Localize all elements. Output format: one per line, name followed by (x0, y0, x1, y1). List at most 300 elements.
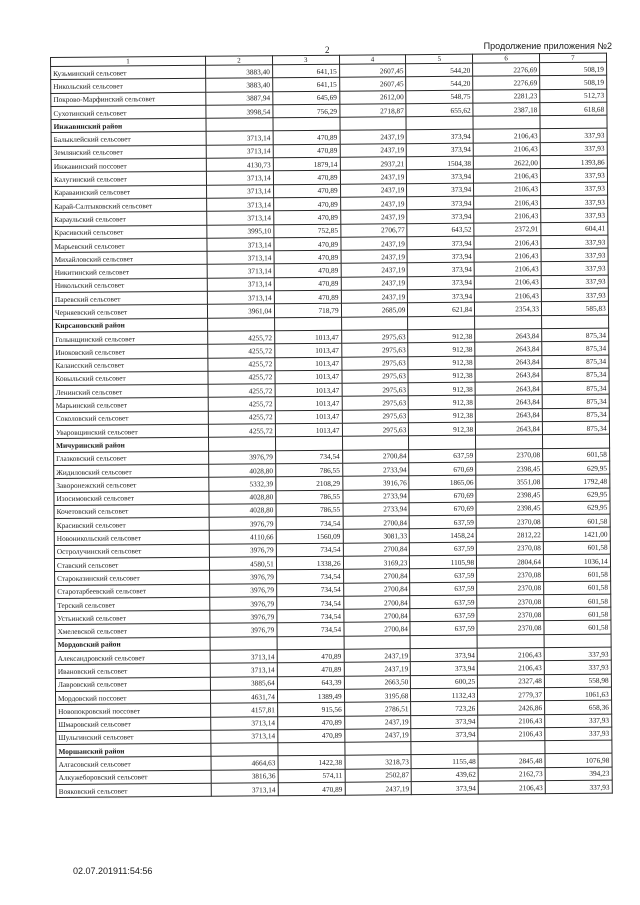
value-cell: 2437,19 (340, 210, 407, 224)
settlement-name: Глазковский сельсовет (54, 451, 209, 466)
value-cell: 3195,68 (344, 689, 411, 703)
value-cell (206, 118, 273, 132)
value-cell (542, 434, 609, 448)
value-cell: 2106,43 (474, 196, 541, 210)
value-cell: 337,93 (545, 780, 612, 794)
value-cell: 734,54 (276, 516, 343, 530)
settlement-name: Кочетовский сельсовет (54, 504, 209, 519)
value-cell: 1061,63 (544, 687, 611, 701)
value-cell: 1393,86 (540, 155, 607, 169)
value-cell: 2370,08 (477, 621, 544, 635)
value-cell: 912,38 (408, 356, 475, 370)
value-cell: 1879,14 (273, 157, 340, 171)
value-cell: 470,89 (278, 782, 345, 796)
value-cell (344, 742, 411, 756)
value-cell: 637,59 (410, 568, 477, 582)
value-cell: 2281,23 (473, 89, 540, 103)
value-cell: 470,89 (278, 729, 345, 743)
value-cell (273, 117, 340, 131)
value-cell: 637,59 (410, 595, 477, 609)
value-cell: 4157,81 (211, 703, 278, 717)
settlement-name: Марьевский сельсовет (52, 238, 207, 253)
value-cell (411, 741, 478, 755)
value-cell: 756,29 (273, 104, 340, 118)
value-cell: 2607,45 (339, 64, 406, 78)
value-cell: 1421,00 (543, 528, 610, 542)
value-cell: 2437,19 (340, 183, 407, 197)
value-cell: 470,89 (274, 290, 341, 304)
value-cell: 512,73 (540, 89, 607, 103)
value-cell: 2643,84 (475, 395, 542, 409)
value-cell: 734,54 (276, 543, 343, 557)
settlement-name: Никольский сельсовет (52, 278, 207, 293)
value-cell: 1504,38 (407, 156, 474, 170)
value-cell: 2706,77 (340, 223, 407, 237)
value-cell: 4664,63 (211, 756, 278, 770)
value-cell: 3713,14 (211, 730, 278, 744)
value-cell: 875,34 (542, 341, 609, 355)
value-cell: 470,89 (274, 264, 341, 278)
settlement-name: Мордовский поссовет (55, 690, 210, 705)
value-cell: 2370,08 (476, 515, 543, 529)
settlement-name: Инжавинский поссовет (51, 158, 206, 173)
value-cell: 337,93 (541, 248, 608, 262)
value-cell: 1422,38 (278, 756, 345, 770)
value-cell: 470,89 (273, 184, 340, 198)
value-cell: 3976,79 (210, 583, 277, 597)
column-header: 2 (205, 56, 272, 66)
value-cell: 3713,14 (207, 277, 274, 291)
value-cell: 629,95 (543, 501, 610, 515)
value-cell: 2437,19 (344, 662, 411, 676)
settlement-name: Лавровский сельсовет (55, 677, 210, 692)
value-cell: 2733,94 (343, 502, 410, 516)
settlement-name: Ленинский сельсовет (53, 384, 208, 399)
value-cell: 3976,79 (210, 597, 277, 611)
value-cell: 875,34 (542, 381, 609, 395)
value-cell: 2106,43 (473, 142, 540, 156)
value-cell: 3885,64 (210, 676, 277, 690)
column-header: 3 (272, 55, 339, 65)
value-cell: 2937,21 (340, 157, 407, 171)
settlement-name: Староказинский сельсовет (55, 571, 210, 586)
value-cell: 1458,24 (410, 529, 477, 543)
value-cell: 601,58 (544, 581, 611, 595)
settlement-name: Сухотинский сельсовет (51, 105, 206, 120)
column-header: 7 (539, 53, 606, 63)
value-cell: 2437,19 (344, 729, 411, 743)
value-cell: 734,54 (276, 583, 343, 597)
value-cell: 1155,48 (411, 755, 478, 769)
value-cell (340, 117, 407, 131)
value-cell (476, 435, 543, 449)
value-cell: 337,93 (545, 714, 612, 728)
settlement-name: Ковыльский сельсовет (53, 371, 208, 386)
value-cell (542, 315, 609, 329)
value-cell: 1560,09 (276, 530, 343, 544)
value-cell: 2643,84 (475, 329, 542, 343)
value-cell: 2437,19 (340, 130, 407, 144)
value-cell: 3976,79 (210, 610, 277, 624)
value-cell: 2975,63 (342, 383, 409, 397)
value-cell: 3713,14 (207, 291, 274, 305)
settlement-name: Александровский сельсовет (55, 650, 210, 665)
value-cell: 1013,47 (275, 423, 342, 437)
value-cell: 3713,14 (206, 171, 273, 185)
value-cell: 2612,00 (339, 90, 406, 104)
settlement-name: Кузьминский сельсовет (51, 65, 206, 80)
value-cell: 2685,09 (341, 303, 408, 317)
value-cell: 394,23 (545, 767, 612, 781)
value-cell: 1338,26 (276, 556, 343, 570)
district-name: Мордовский район (55, 637, 210, 652)
value-cell: 2502,87 (345, 768, 412, 782)
value-cell: 470,89 (273, 144, 340, 158)
value-cell: 2276,69 (473, 63, 540, 77)
settlement-name: Алкужеборовский сельсовет (56, 770, 211, 785)
settlement-name: Землянский сельсовет (51, 145, 206, 160)
value-cell: 601,58 (544, 567, 611, 581)
value-cell: 621,84 (408, 303, 475, 317)
value-cell: 2106,43 (474, 262, 541, 276)
value-cell: 912,38 (408, 342, 475, 356)
value-cell: 637,59 (410, 582, 477, 596)
value-cell: 734,54 (277, 609, 344, 623)
value-cell: 470,89 (277, 716, 344, 730)
value-cell: 912,38 (408, 369, 475, 383)
value-cell: 2437,19 (341, 276, 408, 290)
district-name: Кирсановский район (53, 318, 208, 333)
value-cell: 337,93 (544, 660, 611, 674)
value-cell (275, 437, 342, 451)
value-cell: 439,62 (411, 768, 478, 782)
value-cell: 470,89 (277, 649, 344, 663)
value-cell: 373,94 (407, 209, 474, 223)
value-cell: 3976,79 (209, 517, 276, 531)
district-name: Инжавинский район (51, 118, 206, 133)
value-cell: 2327,48 (478, 674, 545, 688)
value-cell: 2398,45 (476, 488, 543, 502)
value-cell: 629,95 (543, 488, 610, 502)
column-header: 5 (406, 54, 473, 64)
value-cell: 655,62 (406, 103, 473, 117)
value-cell: 645,69 (273, 91, 340, 105)
settlement-name: Ставский сельсовет (54, 557, 209, 572)
value-cell: 734,54 (275, 450, 342, 464)
settlement-name: Старотарбеевский сельсовет (55, 584, 210, 599)
value-cell: 1013,47 (275, 357, 342, 371)
value-cell: 2437,19 (340, 143, 407, 157)
value-cell: 1105,98 (410, 555, 477, 569)
column-header: 4 (339, 55, 406, 65)
value-cell: 1132,43 (411, 688, 478, 702)
value-cell: 875,34 (542, 355, 609, 369)
value-cell: 643,52 (407, 223, 474, 237)
value-cell: 4580,51 (209, 557, 276, 571)
value-cell: 2276,69 (473, 76, 540, 90)
settlement-name: Караваинский сельсовет (52, 185, 207, 200)
value-cell: 4255,72 (208, 384, 275, 398)
settlement-name: Заворонежский сельсовет (54, 477, 209, 492)
value-cell: 2106,43 (474, 249, 541, 263)
value-cell: 2786,51 (344, 702, 411, 716)
value-cell: 4255,72 (208, 424, 275, 438)
value-cell: 2643,84 (475, 368, 542, 382)
value-cell: 2437,19 (341, 237, 408, 251)
value-cell (342, 436, 409, 450)
value-cell: 1013,47 (274, 330, 341, 344)
value-cell: 548,75 (406, 90, 473, 104)
value-cell: 3713,14 (211, 716, 278, 730)
value-cell: 3551,08 (476, 475, 543, 489)
settlement-name: Покрово-Марфинский сельсовет (51, 92, 206, 107)
value-cell: 3713,14 (207, 238, 274, 252)
value-cell: 670,69 (409, 502, 476, 516)
settlement-name: Терский сельсовет (55, 597, 210, 612)
value-cell: 2975,63 (341, 343, 408, 357)
value-cell: 373,94 (407, 249, 474, 263)
value-cell: 337,93 (541, 275, 608, 289)
value-cell: 2106,43 (478, 714, 545, 728)
value-cell: 373,94 (407, 183, 474, 197)
value-cell: 2162,73 (478, 767, 545, 781)
value-cell: 2733,94 (342, 463, 409, 477)
value-cell: 373,94 (407, 236, 474, 250)
value-cell: 2700,84 (343, 609, 410, 623)
value-cell: 2106,43 (477, 648, 544, 662)
value-cell: 2812,22 (476, 528, 543, 542)
value-cell (341, 316, 408, 330)
value-cell: 2975,63 (342, 423, 409, 437)
value-cell: 470,89 (273, 131, 340, 145)
value-cell: 658,36 (545, 700, 612, 714)
settlement-name: Остролучинский сельсовет (54, 544, 209, 559)
value-cell: 618,68 (540, 102, 607, 116)
value-cell: 2779,37 (478, 688, 545, 702)
value-cell: 2700,84 (342, 449, 409, 463)
value-cell: 875,34 (542, 395, 609, 409)
value-cell: 3883,40 (206, 65, 273, 79)
value-cell: 2437,19 (340, 170, 407, 184)
settlement-name: Калаисский сельсовет (53, 358, 208, 373)
value-cell: 337,93 (540, 182, 607, 196)
value-cell: 752,85 (274, 224, 341, 238)
value-cell: 337,93 (541, 195, 608, 209)
value-cell: 600,25 (411, 675, 478, 689)
settlement-name: Жидиловский сельсовет (54, 464, 209, 479)
value-cell: 4130,73 (206, 158, 273, 172)
value-cell: 734,54 (277, 623, 344, 637)
value-cell: 3976,79 (210, 623, 277, 637)
value-cell: 2975,63 (341, 330, 408, 344)
table-body (51, 62, 613, 798)
value-cell: 641,15 (272, 78, 339, 92)
value-cell (208, 317, 275, 331)
value-cell: 3916,76 (342, 476, 409, 490)
value-cell: 912,38 (409, 422, 476, 436)
value-cell: 2370,08 (477, 581, 544, 595)
value-cell: 3887,94 (206, 91, 273, 105)
value-cell: 4255,72 (208, 397, 275, 411)
value-cell: 1013,47 (275, 343, 342, 357)
district-name: Моршанский район (56, 743, 211, 758)
settlement-name: Балыклейский сельсовет (51, 132, 206, 147)
value-cell: 2106,43 (474, 275, 541, 289)
value-cell: 723,26 (411, 701, 478, 715)
value-cell: 2437,19 (344, 649, 411, 663)
settlement-name: Марьинский сельсовет (53, 398, 208, 413)
value-cell: 3976,79 (209, 450, 276, 464)
settlement-name: Изосимовский сельсовет (54, 491, 209, 506)
value-cell: 2643,84 (475, 342, 542, 356)
value-cell: 2643,84 (475, 408, 542, 422)
settlement-name: Михайловский сельсовет (52, 251, 207, 266)
value-cell: 585,83 (541, 301, 608, 315)
value-cell: 373,94 (411, 648, 478, 662)
value-cell (278, 742, 345, 756)
value-cell: 637,59 (410, 608, 477, 622)
value-cell: 337,93 (540, 169, 607, 183)
value-cell: 629,95 (543, 461, 610, 475)
value-cell: 2370,08 (477, 568, 544, 582)
settlement-name: Новопокровский поссовет (56, 704, 211, 719)
value-cell: 4255,72 (208, 410, 275, 424)
value-cell: 373,94 (411, 715, 478, 729)
value-cell: 2437,19 (344, 715, 411, 729)
value-cell: 470,89 (274, 277, 341, 291)
value-cell: 3998,54 (206, 105, 273, 119)
value-cell: 2437,19 (341, 263, 408, 277)
value-cell: 2975,63 (342, 370, 409, 384)
value-cell (477, 634, 544, 648)
value-cell: 5332,39 (209, 477, 276, 491)
value-cell: 508,19 (540, 62, 607, 76)
page-number: 2 (325, 45, 330, 55)
value-cell: 2426,86 (478, 701, 545, 715)
value-cell: 373,94 (407, 196, 474, 210)
value-cell: 337,93 (540, 142, 607, 156)
value-cell: 4631,74 (210, 690, 277, 704)
print-timestamp: 02.07.201911:54:56 (73, 866, 153, 876)
value-cell: 337,93 (541, 288, 608, 302)
value-cell: 4028,80 (209, 504, 276, 518)
value-cell: 2845,48 (478, 754, 545, 768)
value-cell: 734,54 (276, 569, 343, 583)
continuation-note: Продолжение приложения №2 (483, 41, 612, 51)
value-cell: 373,94 (408, 276, 475, 290)
settlement-name: Соколовский сельсовет (53, 411, 208, 426)
settlement-name: Никитинский сельсовет (52, 265, 207, 280)
value-cell: 2106,43 (474, 169, 541, 183)
value-cell: 3995,10 (207, 224, 274, 238)
value-cell: 912,38 (408, 382, 475, 396)
district-name: Мичуринский район (53, 438, 208, 453)
value-cell: 2804,64 (477, 555, 544, 569)
value-cell: 3713,14 (207, 251, 274, 265)
settlement-name: Красивский сельсовет (54, 517, 209, 532)
value-cell: 2437,19 (345, 782, 412, 796)
value-cell: 875,34 (542, 328, 609, 342)
value-cell: 373,94 (411, 728, 478, 742)
value-cell: 912,38 (409, 396, 476, 410)
value-cell: 373,94 (407, 170, 474, 184)
value-cell: 470,89 (274, 210, 341, 224)
value-cell (408, 316, 475, 330)
value-cell: 3169,23 (343, 556, 410, 570)
value-cell: 2975,63 (342, 396, 409, 410)
settlement-name: Караульский сельсовет (52, 212, 207, 227)
value-cell: 2975,63 (341, 356, 408, 370)
value-cell: 3713,14 (206, 131, 273, 145)
value-cell: 1865,06 (409, 475, 476, 489)
value-cell: 2437,19 (341, 250, 408, 264)
value-cell: 3713,14 (207, 184, 274, 198)
value-cell: 912,38 (409, 409, 476, 423)
value-cell: 601,58 (543, 514, 610, 528)
value-cell: 734,54 (277, 596, 344, 610)
value-cell (540, 115, 607, 129)
value-cell: 2700,84 (343, 582, 410, 596)
value-cell: 1792,48 (543, 474, 610, 488)
value-cell: 3976,79 (210, 570, 277, 584)
value-cell: 4028,80 (209, 464, 276, 478)
value-cell: 4110,66 (209, 530, 276, 544)
settlement-name: Калугинский сельсовет (51, 172, 206, 187)
value-cell (344, 635, 411, 649)
value-cell: 2370,08 (477, 541, 544, 555)
value-cell (410, 635, 477, 649)
value-cell: 1036,14 (543, 554, 610, 568)
value-cell: 373,94 (407, 143, 474, 157)
value-cell: 3713,14 (207, 211, 274, 225)
value-cell: 4255,72 (208, 357, 275, 371)
value-cell (274, 317, 341, 331)
value-cell: 470,89 (274, 237, 341, 251)
value-cell (210, 637, 277, 651)
value-cell: 641,15 (272, 64, 339, 78)
value-cell: 574,11 (278, 769, 345, 783)
value-cell: 2370,08 (477, 595, 544, 609)
value-cell: 4255,72 (208, 371, 275, 385)
value-cell: 373,94 (408, 263, 475, 277)
value-cell: 3713,14 (207, 198, 274, 212)
settlement-name: Уваровщинский сельсовет (53, 424, 208, 439)
value-cell: 601,58 (544, 607, 611, 621)
value-cell (473, 116, 540, 130)
value-cell: 637,59 (410, 515, 477, 529)
value-cell: 3976,79 (209, 543, 276, 557)
value-cell: 875,34 (542, 408, 609, 422)
value-cell: 2700,84 (343, 516, 410, 530)
value-cell: 337,93 (541, 208, 608, 222)
value-cell (409, 435, 476, 449)
value-cell: 786,55 (275, 463, 342, 477)
value-cell (544, 634, 611, 648)
value-cell: 2372,91 (474, 222, 541, 236)
value-cell (211, 743, 278, 757)
value-cell: 1013,47 (275, 397, 342, 411)
value-cell: 604,41 (541, 222, 608, 236)
settlement-name: Вояковский сельсовет (56, 783, 211, 798)
value-cell: 786,55 (276, 503, 343, 517)
value-cell: 470,89 (273, 171, 340, 185)
settlement-name: Паревский сельсовет (52, 291, 207, 306)
value-cell: 637,59 (410, 542, 477, 556)
value-cell: 637,59 (409, 449, 476, 463)
settlement-name: Черняевский сельсовет (52, 305, 207, 320)
value-cell: 3218,73 (345, 755, 412, 769)
value-cell: 1013,47 (275, 410, 342, 424)
